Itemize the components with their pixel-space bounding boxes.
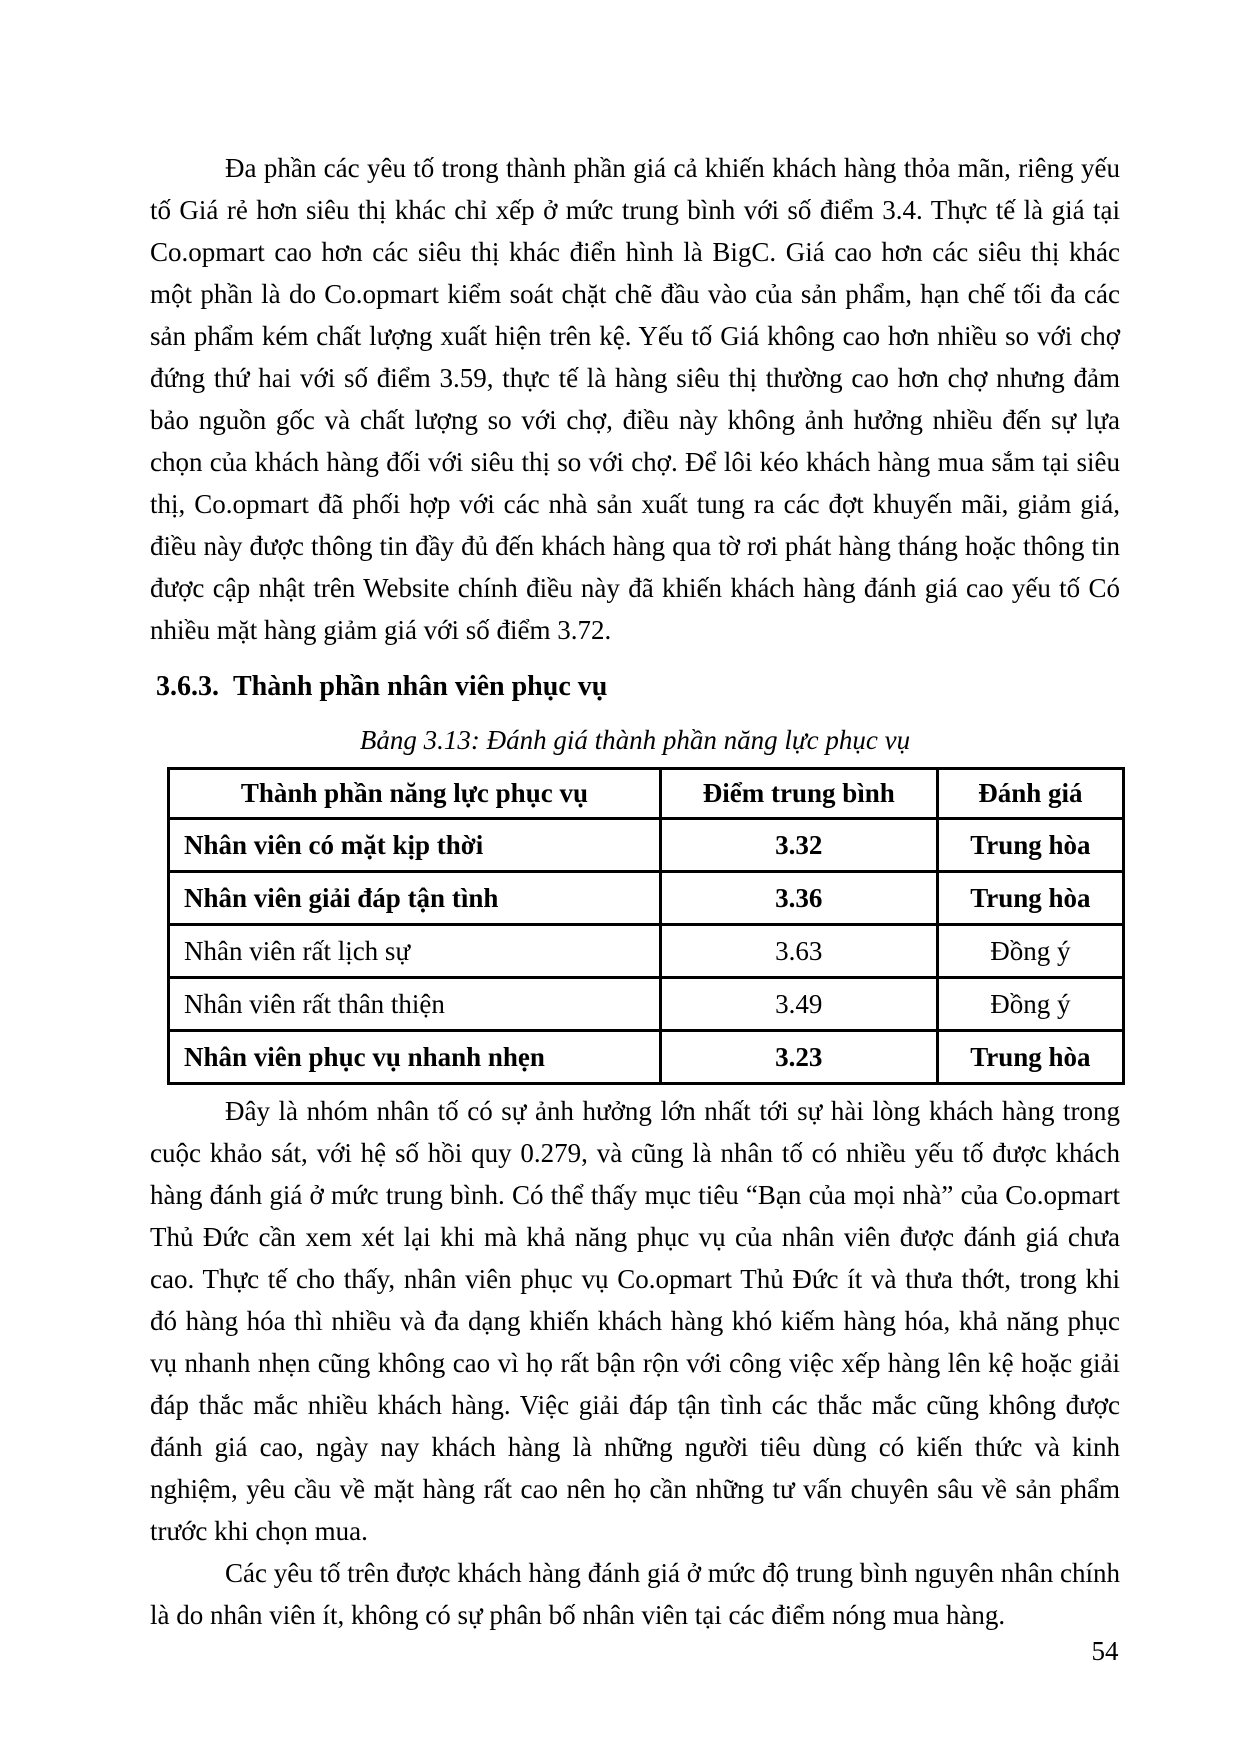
table-row (169, 925, 1124, 978)
row-score: 3.32 (660, 819, 937, 872)
table-row (169, 978, 1124, 1031)
section-number: 3.6.3. (156, 671, 219, 702)
paragraph-conclusion: Các yêu tố trên được khách hàng đánh giá ở mức độ trung bình nguyên nhân chính là do nhân viên ít, không có sự phân bố nhân viên tại các điểm nóng mua hàng. (150, 1558, 1120, 1630)
table-row (169, 1031, 1124, 1084)
row-rating: Trung hòa (937, 1031, 1123, 1084)
row-rating: Trung hòa (937, 872, 1123, 925)
section-title: Thành phần nhân viên phục vụ (233, 671, 608, 702)
header-score: Điểm trung bình (660, 769, 937, 819)
row-rating: Đồng ý (937, 978, 1123, 1031)
page-content (150, 147, 1120, 1636)
section-heading (156, 667, 1120, 707)
table-caption: Bảng 3.13: Đánh giá thành phần năng lực phục vụ (359, 725, 911, 755)
row-label: Nhân viên rất thân thiện (169, 978, 661, 1031)
row-label: Nhân viên phục vụ nhanh nhẹn (169, 1031, 661, 1084)
paragraph-price-component: Đa phần các yêu tố trong thành phần giá cả khiến khách hàng thỏa mãn, riêng yếu tố Giá rẻ hơn siêu thị khác chỉ xếp ở mức trung bình với số điểm 3.4. Thực tế là giá tại Co.opmart cao hơn các siêu thị khác điển hình là BigC. Giá cao hơn các siêu thị khác một phần là do Co.opmart kiểm soát chặt chẽ đầu vào của sản phẩm, hạn chế tối đa các sản phẩm kém chất lượng xuất hiện trên kệ. Yếu tố Giá không cao hơn nhiều so với chợ đứng thứ hai với số điểm 3.59, thực tế là hàng siêu thị thường cao hơn chợ nhưng đảm bảo nguồn gốc và chất lượng so với chợ, điều này không ảnh hưởng nhiều đến sự lựa chọn của khách hàng đối với siêu thị so với chợ. Để lôi kéo khách hàng mua sắm tại siêu thị, Co.opmart đã phối hợp với các nhà sản xuất tung ra các đợt khuyến mãi, giảm giá, điều này được thông tin đầy đủ đến khách hàng qua tờ rơi phát hàng tháng hoặc thông tin được cập nhật trên Website chính điều này đã khiến khách hàng đánh giá cao yếu tố Có nhiều mặt hàng giảm giá với số điểm 3.72. (150, 153, 1120, 645)
header-rating: Đánh giá (937, 769, 1123, 819)
table-row (169, 819, 1124, 872)
service-capacity-table (167, 767, 1125, 1085)
page-number: 54 (1091, 1636, 1119, 1666)
row-rating: Đồng ý (937, 925, 1123, 978)
row-label: Nhân viên có mặt kịp thời (169, 819, 661, 872)
row-score: 3.49 (660, 978, 937, 1031)
row-score: 3.36 (660, 872, 937, 925)
table-row (169, 872, 1124, 925)
row-label: Nhân viên giải đáp tận tình (169, 872, 661, 925)
paragraph-service-analysis: Đây là nhóm nhân tố có sự ảnh hưởng lớn nhất tới sự hài lòng khách hàng trong cuộc khảo sát, với hệ số hồi quy 0.279, và cũng là nhân tố có nhiều yếu tố được khách hàng đánh giá ở mức trung bình. Có thể thấy mục tiêu “Bạn của mọi nhà” của Co.opmart Thủ Đức cần xem xét lại khi mà khả năng phục vụ của nhân viên được đánh giá chưa cao. Thực tế cho thấy, nhân viên phục vụ Co.opmart Thủ Đức ít và thưa thớt, trong khi đó hàng hóa thì nhiều và đa dạng khiến khách hàng khó kiếm hàng hóa, khả năng phục vụ nhanh nhẹn cũng không cao vì họ rất bận rộn với công việc xếp hàng lên kệ hoặc giải đáp thắc mắc nhiều khách hàng. Việc giải đáp tận tình các thắc mắc cũng không được đánh giá cao, ngày nay khách hàng là những người tiêu dùng có kiến thức và kinh nghiệm, yêu cầu về mặt hàng rất cao nên họ cần những tư vấn chuyên sâu về sản phẩm trước khi chọn mua. (150, 1096, 1120, 1546)
table-header-row (169, 769, 1124, 819)
row-label: Nhân viên rất lịch sự (169, 925, 661, 978)
header-component: Thành phần năng lực phục vụ (169, 769, 661, 819)
row-rating: Trung hòa (937, 819, 1123, 872)
row-score: 3.23 (660, 1031, 937, 1084)
row-score: 3.63 (660, 925, 937, 978)
